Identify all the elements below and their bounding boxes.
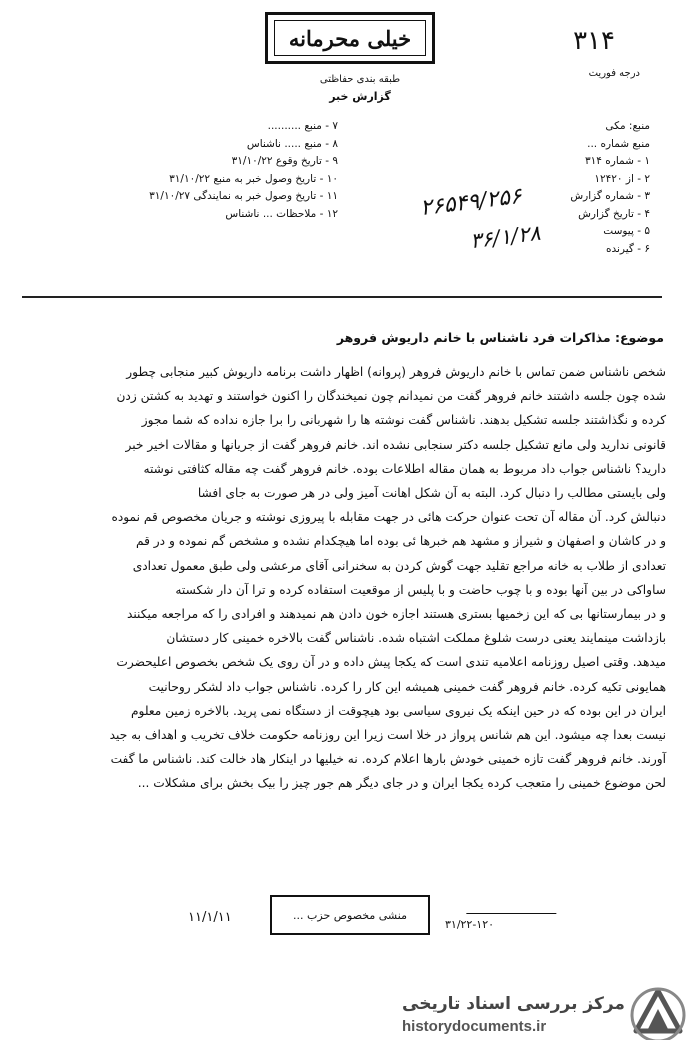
body-line: لحن موضوع خمینی را متعجب کرده یکجا ایران و در جای دیگر هم جور چیز را بیک بخش برای مشکلات ... — [137, 776, 666, 791]
header-divider — [22, 296, 662, 298]
header-field: ۴ - تاریخ گزارش — [578, 207, 650, 220]
header-field: ۱ - شماره ۳۱۴ — [584, 155, 650, 167]
body-line: آورند. خانم فروهر گفت تازه خمینی خودش بارها اعلام کرده. نه خیلیها در اینکار هاد خالت کند. ناشناس ما گفت — [110, 752, 666, 767]
header-field: ۶ - گیرنده — [605, 242, 650, 255]
header-field: ۷ - منبع .......... — [267, 120, 338, 132]
classification-stamp — [265, 12, 435, 64]
classification-label: طبقه بندی حفاظتی — [319, 74, 401, 85]
header-field: ۵ - پیوست — [603, 225, 650, 237]
report-type: گزارش خبر — [329, 90, 391, 103]
body-line: و در کاشان و اصفهان و شیراز و مشهد هم خبرها ئی بوده اما هیچکدام نشده و مشخص گم نموده و در قم — [135, 534, 666, 549]
body-line: دنبالش کرد. آن مقاله آن تحت عنوان حرکت هائی در جهت مقابله با پیروزی نوشته و جریان مخصوص قم نموده — [111, 510, 666, 525]
body-line: میدهد. وقتی اصیل روزنامه اعلامیه تندی است که یکجا پیش داده و در آن روی یک شخص بخصوص اعلیحضرت — [116, 655, 666, 670]
header-field: ۱۰ - تاریخ وصول خبر به منبع ۳۱/۱۰/۲۲ — [169, 172, 338, 185]
header-field: ۲ - از ۱۲۴۲۰ — [594, 172, 650, 185]
subject-line: موضوع: مذاکرات فرد ناشناس با خانم داریوش فروهر — [336, 330, 664, 345]
signature-date: ۳۱/۲۲-۱۲۰ — [445, 918, 495, 931]
header-field: منبع: مکی — [605, 120, 650, 132]
body-line: همایونی تکیه کرده. خانم فروهر گفت خمینی همیشه این کار را کرده. ناشناس جواب داد لشکر روحانیت — [148, 679, 666, 694]
body-line: تعدادی از طلاب به خانه مراجع تقلید جهت گوش کردن به سخنرانی آقای مرعشی ولی طبق معمول تعدادی — [132, 558, 666, 573]
watermark-title: مرکز بررسی اسناد تاریخی — [402, 994, 625, 1014]
body-line: نیست بعدا چه میشود. این هم شانس پرواز در خلا است زیرا این روزنامه حکومت خلاف تخریب و اهداف به جید — [109, 728, 666, 743]
handwritten-report-number: ۲۶۵۴۹/۲۵۶ — [418, 183, 524, 222]
header-field: ۹ - تاریخ وقوع ۳۱/۱۰/۲۲ — [231, 155, 338, 167]
report-body — [26, 360, 666, 796]
office-seal: منشی مخصوص حزب ... — [270, 895, 430, 935]
signature — [466, 893, 564, 914]
header-field: ۱۲ - ملاحظات ... ناشناس — [225, 207, 338, 220]
watermark-url: historydocuments.ir — [402, 1018, 547, 1035]
document-number: ۳۱۴ — [573, 26, 615, 56]
classification-stamp-text: خیلی محرمانه — [274, 20, 426, 56]
body-line: ولی بایستی مطالب را دنبال کرد. البته به آن شکل اهانت آمیز ولی در هر صورت به جای افشا — [197, 486, 666, 501]
header-field: ۸ - منبع ..... ناشناس — [246, 137, 338, 150]
body-line: شده چون جلسه داشتند خانم فروهر گفت من نمیدانم چون نمیخندگان را اکنون خواستند و تهدید به کشتن زدن — [116, 389, 666, 404]
body-line: و در بیمارستانها بی که این زخمیها بستری هستند اجازه خون دادن هم نمیدهند و افرادی را که مراجعه میکنند — [126, 607, 666, 622]
header-fields-left — [28, 118, 338, 223]
header-field: ۱۱ - تاریخ وصول خبر به نمایندگی ۳۱/۱۰/۲۷ — [149, 190, 338, 202]
body-line: ایران در این بوده که در حین اینکه یک نیروی سیاسی بود هیچوقت از دستگاه نمی پرید. بالاخره زمین معلوم — [131, 703, 666, 718]
header-field: منبع شماره ... — [587, 137, 650, 150]
header-field: ۳ - شماره گزارش — [570, 190, 650, 202]
body-line: ساواکی در بین آنها بوده و با چوب حاضت و با پلیس از موقعیت استفاده کرده و ترا آن دار شکسته — [175, 582, 666, 597]
handwritten-report-date: ۳۶/۱/۲۸ — [468, 220, 542, 254]
body-line: دارید؟ ناشناس جواب داد مربوط به همان مقاله اطلاعات بوده. خانم فروهر گفت چه مقاله کثافتی نوشته — [143, 461, 666, 476]
body-line: کرده و نگذاشتند جلسه تشکیل بدهند. ناشناس گفت نوشته ها را شهربانی را برا جازه نداده که شما مجوز — [141, 413, 666, 428]
urgency-label: درجه فوریت — [588, 68, 640, 79]
archive-logo-icon — [628, 985, 688, 1040]
seal-number: ۱۱/۱/۱۱ — [188, 910, 232, 925]
body-line: بازداشت مینمایند یعنی درست شلوغ مملکت اشتباه شده. ناشناس گفت بالاخره خمینی کار دستشان — [166, 631, 666, 646]
body-line: شخص ناشناس ضمن تماس با خانم داریوش فروهر (پروانه) اظهار داشت برنامه داریوش کبیر منجابی چطور — [126, 365, 666, 379]
body-line: قانونی ندارید ولی مانع تشکیل جلسه دکتر سنجابی نشده اند. خانم فروهر گفت از جریانها و مقالات اخیر خبر — [125, 437, 666, 452]
